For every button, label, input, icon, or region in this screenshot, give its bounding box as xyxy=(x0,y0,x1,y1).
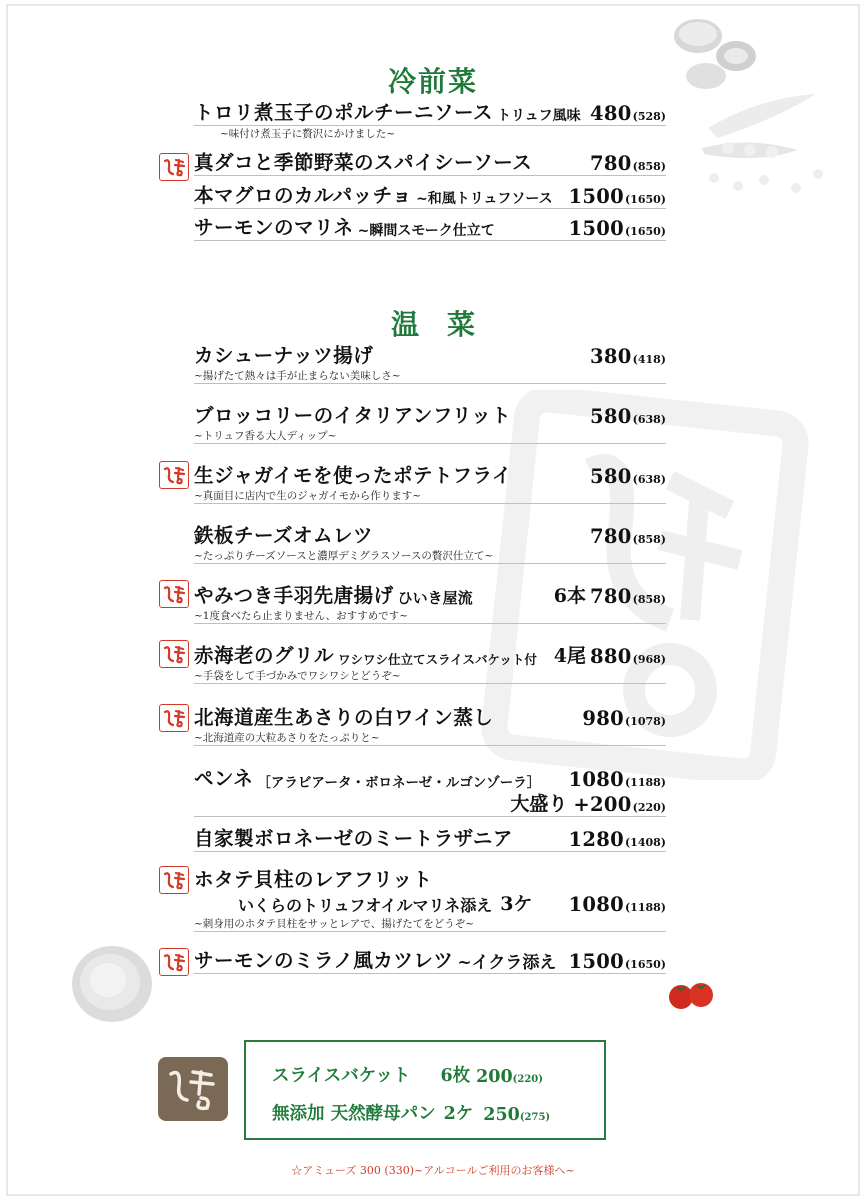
item-price-with-tax: (1408) xyxy=(624,836,666,849)
recommend-stamp-icon xyxy=(159,704,189,732)
bread-price-with-tax: (220) xyxy=(512,1074,543,1085)
item-name: ホタテ貝柱のレアフリット xyxy=(194,868,433,891)
recommend-stamp-icon xyxy=(159,461,189,489)
item-description: ~味付け煮玉子に贅沢にかけました~ xyxy=(220,128,396,140)
item-note: ~瞬間スモーク仕立て xyxy=(357,223,495,239)
item-name: トロリ煮玉子のポルチーニソース xyxy=(194,101,494,124)
item-quantity: 4尾 xyxy=(553,645,587,667)
item-description: ~トリュフ香る大人ディップ~ xyxy=(194,428,666,444)
section-title-warm: 温菜 xyxy=(390,308,503,341)
item-price: 780 xyxy=(590,585,632,608)
item-price-with-tax: (1188) xyxy=(624,901,666,914)
item-name: ブロッコリーのイタリアンフリット xyxy=(194,404,512,427)
item-note: いくらのトリュフオイルマリネ添え xyxy=(238,896,493,915)
item-price: 1080 xyxy=(568,768,624,791)
large-portion-price: +200 xyxy=(573,793,632,816)
menu-item xyxy=(194,946,666,974)
menu-item xyxy=(194,702,666,746)
item-note: ワシワシ仕立てスライスバケット付 xyxy=(338,652,537,667)
menu-item xyxy=(194,340,666,384)
menu-item xyxy=(194,866,666,932)
menu-item xyxy=(194,460,666,504)
item-price: 580 xyxy=(590,405,632,428)
item-price-with-tax: (1188) xyxy=(624,776,666,789)
item-price-with-tax: (858) xyxy=(632,160,666,173)
item-price: 480 xyxy=(590,102,632,125)
item-price-with-tax: (418) xyxy=(632,353,666,366)
item-price: 580 xyxy=(590,465,632,488)
recommend-stamp-icon xyxy=(159,866,189,894)
bread-name: スライスバケット xyxy=(272,1066,411,1086)
item-price: 980 xyxy=(582,707,624,730)
large-portion-label: 大盛り xyxy=(510,793,568,815)
item-note: トリュフ風味 xyxy=(497,108,581,124)
bread-price-with-tax: (275) xyxy=(519,1112,551,1123)
item-price: 1080 xyxy=(568,893,624,916)
item-description: ~真面目に店内で生のジャガイモから作ります~ xyxy=(194,488,666,504)
large-portion-price-with-tax: (220) xyxy=(632,801,666,814)
item-name: 本マグロのカルパッチョ xyxy=(194,184,413,207)
item-name: 鉄板チーズオムレツ xyxy=(194,524,374,547)
menu-item xyxy=(194,213,666,241)
item-price-with-tax: (638) xyxy=(632,413,666,426)
item-price-with-tax: (858) xyxy=(632,533,666,546)
item-name: 真ダコと季節野菜のスパイシーソース xyxy=(194,151,533,174)
item-price-with-tax: (638) xyxy=(632,473,666,486)
item-price-with-tax: (1650) xyxy=(624,958,666,971)
item-price-with-tax: (968) xyxy=(632,653,666,666)
recommend-stamp-icon xyxy=(159,640,189,668)
item-name: やみつき手羽先唐揚げ xyxy=(194,584,394,607)
bread-price: 200 xyxy=(476,1067,513,1087)
item-price: 380 xyxy=(590,345,632,368)
menu-item xyxy=(194,824,666,852)
bread-item xyxy=(272,1062,543,1087)
item-quantity: 6本 xyxy=(553,585,587,607)
item-name: サーモンのマリネ xyxy=(194,216,354,239)
item-name: サーモンのミラノ風カツレツ xyxy=(194,949,454,972)
item-price-with-tax: (528) xyxy=(632,110,666,123)
item-description: ~揚げたて熱々は手が止まらない美味しさ~ xyxy=(194,368,666,384)
bread-quantity: 2ケ xyxy=(443,1104,474,1124)
item-quantity: 3ケ xyxy=(500,893,533,915)
amuse-note: ☆アミューズ 300 (330)~アルコールご利用のお客様へ~ xyxy=(291,1164,575,1177)
item-price-with-tax: (1650) xyxy=(624,225,666,238)
menu-item xyxy=(194,181,666,209)
item-description: ~刺身用のホタテ貝柱をサッとレアで、揚げたてをどうぞ~ xyxy=(194,916,666,932)
restaurant-logo xyxy=(158,1057,228,1121)
item-description: ~北海道産の大粒あさりをたっぷりと~ xyxy=(194,730,666,746)
item-price: 1280 xyxy=(568,828,624,851)
item-price: 880 xyxy=(590,645,632,668)
menu-item xyxy=(194,580,666,624)
item-price: 1500 xyxy=(568,217,624,240)
menu-item xyxy=(194,98,666,142)
tomato-illustration xyxy=(666,981,718,1011)
bread-quantity: 6枚 xyxy=(440,1066,471,1086)
item-description: ~手袋をして手づかみでワシワシとどうぞ~ xyxy=(194,668,666,684)
bread-name: 無添加 天然酵母パン xyxy=(272,1104,436,1124)
menu-item xyxy=(194,148,666,176)
menu-item xyxy=(194,763,666,817)
bread-item xyxy=(272,1100,550,1125)
item-name: 自家製ボロネーゼのミートラザニア xyxy=(194,827,513,850)
item-price: 1500 xyxy=(568,950,624,973)
item-name: 生ジャガイモを使ったポテトフライ xyxy=(194,464,512,487)
item-name: 赤海老のグリル xyxy=(194,644,335,667)
onion-illustration xyxy=(64,936,160,1028)
item-name: ペンネ xyxy=(194,767,254,790)
item-description: ~1度食べたら止まりません、おすすめです~ xyxy=(194,608,666,624)
item-price-with-tax: (1078) xyxy=(624,715,666,728)
bread-box xyxy=(244,1040,606,1140)
bread-price: 250 xyxy=(483,1105,520,1125)
item-price: 780 xyxy=(590,152,632,175)
peas-illustration xyxy=(698,88,838,208)
item-note: ~イクラ添え xyxy=(457,953,557,973)
item-name: カシューナッツ揚げ xyxy=(194,344,374,367)
recommend-stamp-icon xyxy=(159,580,189,608)
item-price: 1500 xyxy=(568,185,624,208)
item-note: ひいき屋流 xyxy=(397,589,473,607)
recommend-stamp-icon xyxy=(159,948,189,976)
item-price: 780 xyxy=(590,525,632,548)
item-note: ［アラビアータ・ボロネーゼ・ルゴンゾーラ］ xyxy=(257,775,541,791)
section-title-cold: 冷前菜 xyxy=(387,65,478,98)
menu-item xyxy=(194,520,666,564)
recommend-stamp-icon xyxy=(159,153,189,181)
menu-item xyxy=(194,400,666,444)
menu-item xyxy=(194,640,666,684)
item-description: ~たっぷりチーズソースと濃厚デミグラスソースの贅沢仕立て~ xyxy=(194,548,666,564)
item-price-with-tax: (1650) xyxy=(624,193,666,206)
item-price-with-tax: (858) xyxy=(632,593,666,606)
item-name: 北海道産生あさりの白ワイン蒸し xyxy=(194,706,494,729)
item-note: ~和風トリュフソース xyxy=(416,191,553,207)
